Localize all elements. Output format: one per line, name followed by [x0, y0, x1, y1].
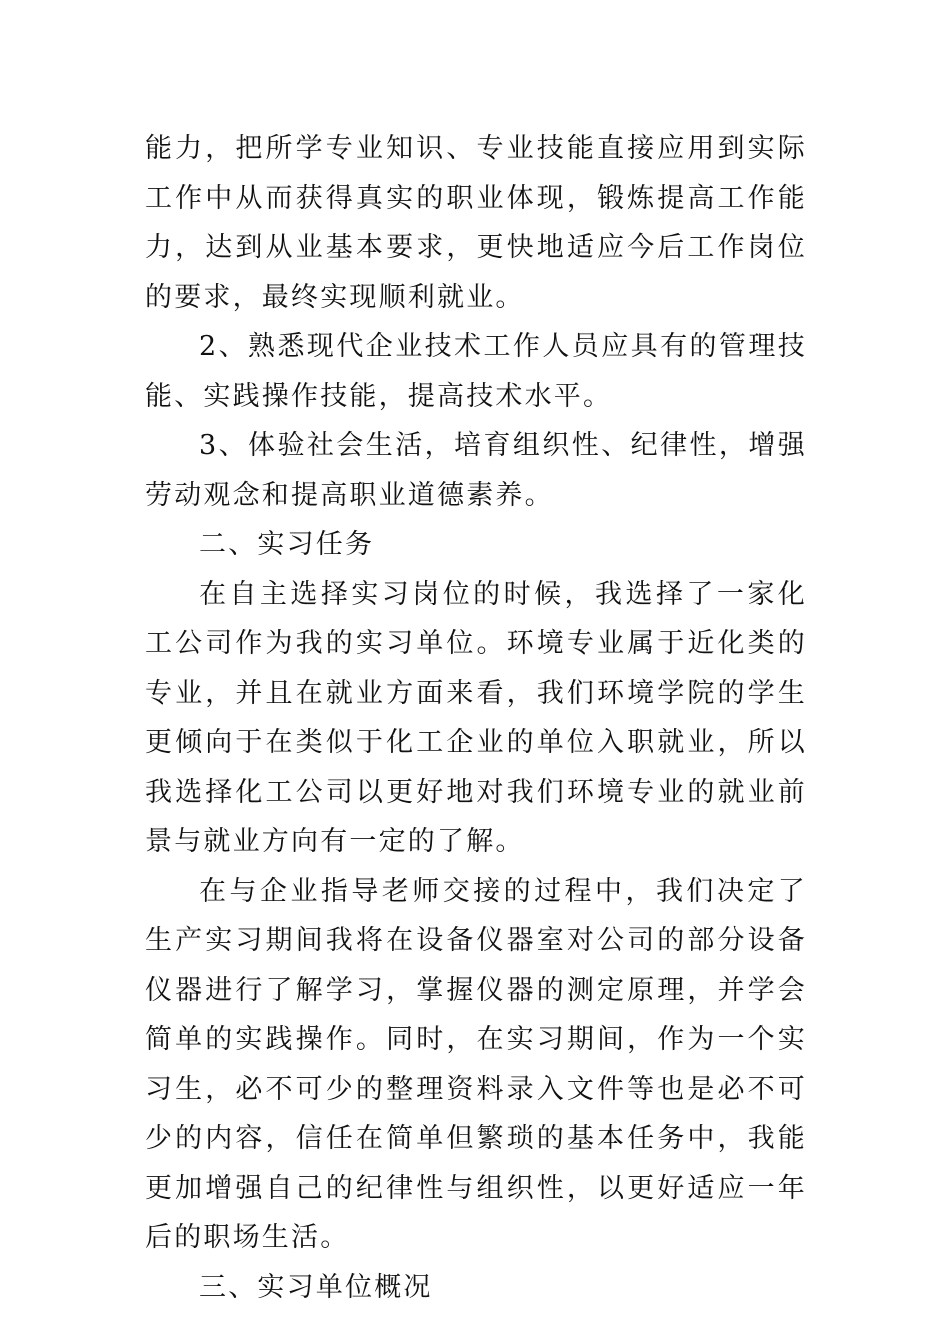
section-heading-internship-tasks: 二、实习任务 [199, 529, 375, 560]
paragraph-choosing-position: 在自主选择实习岗位的时候，我选择了一家化工公司作为我的实习单位。环境专业属于近化类的专业，并且在就业方面来看，我们环境学院的学生更倾向于在类似于化工企业的单位入职就业，所以我选择化工公司以更好地对我们环境专业的就业前景与就业方向有一定的了解。 [145, 578, 807, 857]
paragraph-mentor-handover: 在与企业指导老师交接的过程中，我们决定了生产实习期间我将在设备仪器室对公司的部分设备仪器进行了解学习，掌握仪器的测定原理，并学会简单的实践操作。同时，在实习期间，作为一个实习生，必不可少的整理资料录入文件等也是必不可少的内容，信任在简单但繁琐的基本任务中，我能更加增强自己的纪律性与组织性，以更好适应一年后的职场生活。 [145, 875, 807, 1253]
paragraph-continued-ability: 能力，把所学专业知识、专业技能直接应用到实际工作中从而获得真实的职业体现，锻炼提高工作能力，达到从业基本要求，更快地适应今后工作岗位的要求，最终实现顺利就业。 [145, 133, 807, 313]
section-heading-company-overview: 三、实习单位概况 [199, 1271, 433, 1303]
paragraph-item-2: 2、熟悉现代企业技术工作人员应具有的管理技能、实践操作技能，提高技术水平。 [145, 331, 807, 412]
document-body [145, 124, 807, 1312]
paragraph-item-3: 3、体验社会生活，培育组织性、纪律性，增强劳动观念和提高职业道德素养。 [145, 430, 807, 511]
